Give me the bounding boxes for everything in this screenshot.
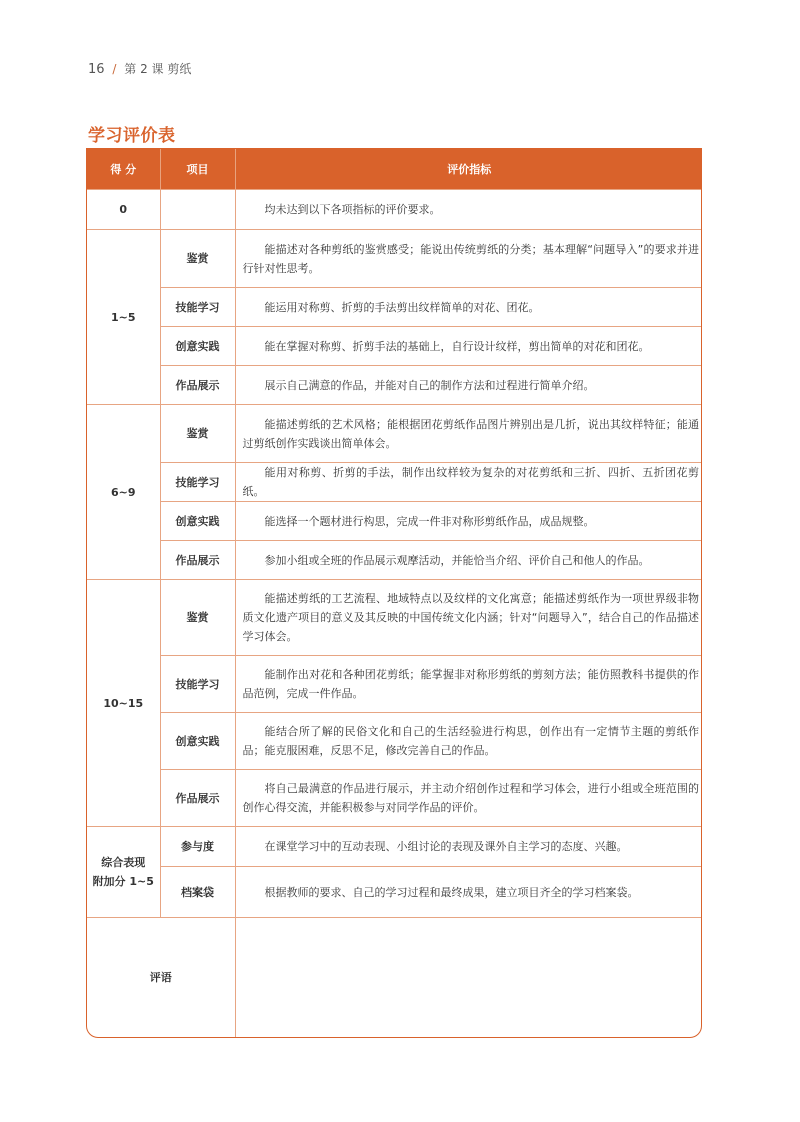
item-cell: 参与度 [160,827,235,867]
criteria-cell: 在课堂学习中的互动表现、小组讨论的表现及课外自主学习的态度、兴趣。 [235,827,702,867]
table-row [87,713,702,770]
criteria-cell: 根据教师的要求、自己的学习过程和最终成果，建立项目齐全的学习档案袋。 [235,867,702,918]
page-header [88,60,191,77]
criteria-cell: 能运用对称剪、折剪的手法剪出纹样简单的对花、团花。 [235,288,702,327]
score-cell: 10~15 [87,580,160,827]
comment-area[interactable] [235,918,702,1038]
item-cell: 创意实践 [160,713,235,770]
comment-row [87,918,702,1038]
table-row [87,405,702,463]
table-row [87,502,702,541]
table-row [87,541,702,580]
item-cell: 技能学习 [160,288,235,327]
item-cell: 鉴赏 [160,580,235,656]
criteria-cell: 参加小组或全班的作品展示观摩活动，并能恰当介绍、评价自己和他人的作品。 [235,541,702,580]
criteria-cell: 能结合所了解的民俗文化和自己的生活经验进行构思，创作出有一定情节主题的剪纸作品；能克服困难，反思不足，修改完善自己的作品。 [235,713,702,770]
evaluation-table [86,148,702,1038]
criteria-cell: 能描述剪纸的艺术风格；能根据团花剪纸作品图片辨别出是几折，说出其纹样特征；能通过剪纸创作实践谈出简单体会。 [235,405,702,463]
score-cell: 0 [87,190,160,230]
criteria-cell: 能选择一个题材进行构思，完成一件非对称形剪纸作品，成品规整。 [235,502,702,541]
header-separator: / [112,62,117,76]
col-header-criteria: 评价指标 [235,149,702,190]
item-cell: 档案袋 [160,867,235,918]
item-cell: 创意实践 [160,327,235,366]
col-header-item: 项目 [160,149,235,190]
item-cell: 作品展示 [160,770,235,827]
table-row [87,580,702,656]
section-title: 学习评价表 [88,126,176,146]
extra-score-cell [87,827,160,918]
table-row [87,827,702,867]
item-cell: 创意实践 [160,502,235,541]
table-row [87,366,702,405]
extra-label-line2: 附加分 1~5 [92,875,154,888]
criteria-cell: 能描述对各种剪纸的鉴赏感受；能说出传统剪纸的分类；基本理解“问题导入”的要求并进行针对性思考。 [235,230,702,288]
extra-label-line1: 综合表现 [101,856,146,869]
table-row [87,656,702,713]
criteria-cell: 将自己最满意的作品进行展示，并主动介绍创作过程和学习体会，进行小组或全班范围的创作心得交流，并能积极参与对同学作品的评价。 [235,770,702,827]
item-cell [160,190,235,230]
table-row [87,867,702,918]
table-row [87,770,702,827]
page-number: 16 [88,62,105,77]
criteria-cell: 能描述剪纸的工艺流程、地域特点以及纹样的文化寓意；能描述剪纸作为一项世界级非物质文化遗产项目的意义及其反映的中国传统文化内涵；针对“问题导入”，结合自己的作品描述学习体会。 [235,580,702,656]
criteria-cell: 能用对称剪、折剪的手法，制作出纹样较为复杂的对花剪纸和三折、四折、五折团花剪纸。 [235,463,702,502]
table-row [87,288,702,327]
score-cell: 1~5 [87,230,160,405]
table-row [87,230,702,288]
criteria-cell: 均未达到以下各项指标的评价要求。 [235,190,702,230]
table-row [87,190,702,230]
item-cell: 鉴赏 [160,230,235,288]
item-cell: 技能学习 [160,463,235,502]
item-cell: 作品展示 [160,366,235,405]
score-cell: 6~9 [87,405,160,580]
table-row [87,327,702,366]
table-header-row [87,149,702,190]
item-cell: 技能学习 [160,656,235,713]
table-row [87,463,702,502]
item-cell: 作品展示 [160,541,235,580]
lesson-title: 第 2 课 剪纸 [124,62,192,76]
comment-label: 评语 [87,918,235,1038]
criteria-cell: 能在掌握对称剪、折剪手法的基础上，自行设计纹样，剪出简单的对花和团花。 [235,327,702,366]
item-cell: 鉴赏 [160,405,235,463]
col-header-score: 得 分 [87,149,160,190]
criteria-cell: 展示自己满意的作品，并能对自己的制作方法和过程进行简单介绍。 [235,366,702,405]
criteria-cell: 能制作出对花和各种团花剪纸；能掌握非对称形剪纸的剪刻方法；能仿照教科书提供的作品范例，完成一件作品。 [235,656,702,713]
